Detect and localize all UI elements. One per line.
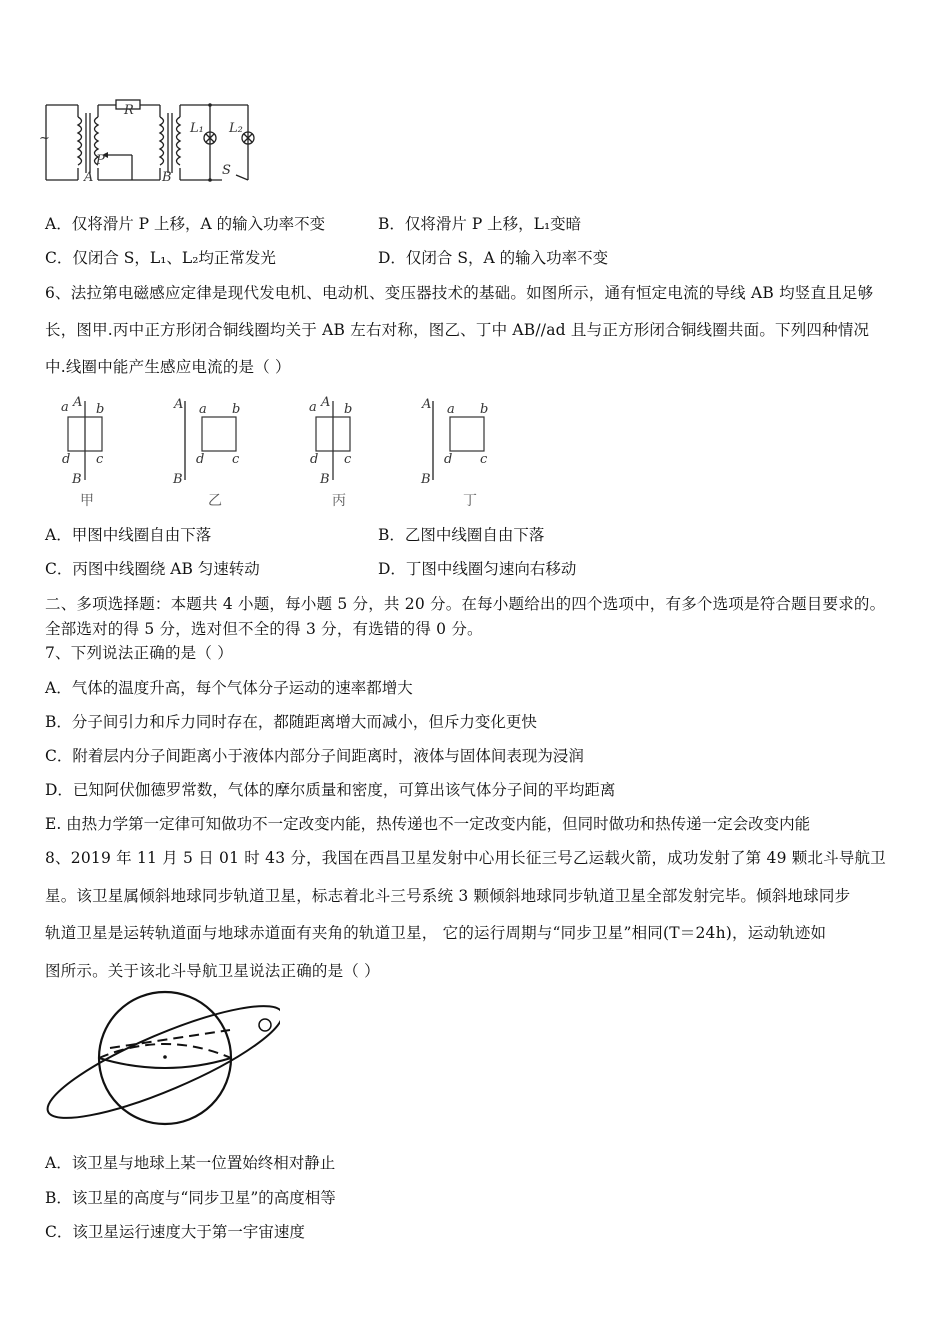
q8-stem-line-3: 轨道卫星是运转轨道面与地球赤道面有夹角的轨道卫星， 它的运行周期与“同步卫星”相同(T＝24h)，运动轨迹如 bbox=[45, 924, 827, 942]
q8-stem-line-4: 图所示。关于该北斗导航卫星说法正确的是（ ） bbox=[45, 962, 380, 980]
fig1-label-c: c bbox=[96, 452, 104, 467]
label-s: S bbox=[222, 163, 231, 178]
q7-stem: 7、下列说法正确的是（ ） bbox=[45, 644, 233, 662]
q6-option-d: D．丁图中线圈匀速向右移动 bbox=[378, 560, 577, 578]
q7-option-e: E. 由热力学第一定律可知做功不一定改变内能，热传递也不一定改变内能，但同时做功和热传递一定会改变内能 bbox=[45, 815, 811, 833]
fig1-label-B: B bbox=[72, 472, 82, 487]
fig1-caption: 甲 bbox=[80, 493, 94, 509]
q8-option-b: B．该卫星的高度与“同步卫星”的高度相等 bbox=[45, 1189, 336, 1207]
q6-option-b: B．乙图中线圈自由下落 bbox=[378, 526, 545, 544]
q5-option-d: D．仅闭合 S，A 的输入功率不变 bbox=[378, 249, 609, 267]
label-a: A bbox=[84, 170, 94, 185]
fig2-label-d: d bbox=[196, 452, 205, 467]
fig4-label-b: b bbox=[480, 402, 489, 417]
q7-option-a: A．气体的温度升高，每个气体分子运动的速率都增大 bbox=[45, 679, 413, 697]
q6-stem-line-3: 中.线圈中能产生感应电流的是（ ） bbox=[45, 358, 291, 376]
section2-heading-line-1: 二、多项选择题：本题共 4 小题，每小题 5 分，共 20 分。在每小题给出的四个选项中，有多个选项是符合题目要求的。 bbox=[45, 595, 886, 613]
fig3-label-B: B bbox=[320, 472, 330, 487]
fig2-label-b: b bbox=[232, 402, 241, 417]
fig3-caption: 丙 bbox=[332, 493, 346, 509]
fig3-label-d: d bbox=[310, 452, 319, 467]
q6-stem-line-1: 6、法拉第电磁感应定律是现代发电机、电动机、变压器技术的基础。如图所示，通有恒定电流的导线 AB 均竖直且足够 bbox=[45, 284, 874, 302]
q8-option-c: C．该卫星运行速度大于第一宇宙速度 bbox=[45, 1223, 305, 1241]
q8-stem-line-1: 8、2019 年 11 月 5 日 01 时 43 分，我国在西昌卫星发射中心用长征三号乙运载火箭，成功发射了第 49 颗北斗导航卫 bbox=[45, 849, 886, 867]
label-l2: L₂ bbox=[229, 121, 243, 136]
fig4-label-d: d bbox=[444, 452, 453, 467]
q5-option-a: A．仅将滑片 P 上移，A 的输入功率不变 bbox=[45, 215, 326, 233]
label-r: R bbox=[124, 103, 134, 118]
q6-option-a: A．甲图中线圈自由下落 bbox=[45, 526, 212, 544]
q5-option-b: B．仅将滑片 P 上移，L₁变暗 bbox=[378, 215, 582, 233]
fig1-label-d: d bbox=[62, 452, 71, 467]
fig2-caption: 乙 bbox=[208, 493, 222, 509]
fig2-label-c: c bbox=[232, 452, 240, 467]
fig4-label-A: A bbox=[422, 397, 432, 412]
q6-stem-line-2: 长，图甲.丙中正方形闭合铜线圈均关于 AB 左右对称，图乙、丁中 AB//ad 且与正方形闭合铜线圈共面。下列四种情况 bbox=[45, 321, 870, 339]
q5-option-c: C．仅闭合 S，L₁、L₂均正常发光 bbox=[45, 249, 276, 267]
q6-figure-bing bbox=[308, 395, 368, 490]
q7-option-c: C．附着层内分子间距离小于液体内部分子间距离时，液体与固体间表现为浸润 bbox=[45, 747, 584, 765]
fig3-label-a: a bbox=[309, 400, 317, 415]
fig1-label-b: b bbox=[96, 402, 105, 417]
earth-orbit-figure bbox=[40, 990, 280, 1130]
fig1-label-A: A bbox=[73, 395, 83, 410]
fig1-label-a: a bbox=[61, 400, 69, 415]
section2-heading-line-2: 全部选对的得 5 分，选对但不全的得 3 分，有选错的得 0 分。 bbox=[45, 620, 483, 638]
label-p: P bbox=[96, 153, 105, 168]
fig2-label-A: A bbox=[174, 397, 184, 412]
q7-option-b: B．分子间引力和斥力同时存在，都随距离增大而减小，但斥力变化更快 bbox=[45, 713, 537, 731]
q8-option-a: A．该卫星与地球上某一位置始终相对静止 bbox=[45, 1154, 336, 1172]
label-source: ~ bbox=[39, 131, 50, 146]
fig4-label-c: c bbox=[480, 452, 488, 467]
fig4-label-a: a bbox=[447, 402, 455, 417]
fig2-label-B: B bbox=[173, 472, 183, 487]
label-b: B bbox=[162, 170, 172, 185]
q6-option-c: C．丙图中线圈绕 AB 匀速转动 bbox=[45, 560, 260, 578]
fig3-label-c: c bbox=[344, 452, 352, 467]
fig2-label-a: a bbox=[199, 402, 207, 417]
q7-option-d: D．已知阿伏伽德罗常数，气体的摩尔质量和密度，可算出该气体分子间的平均距离 bbox=[45, 781, 616, 799]
fig4-label-B: B bbox=[421, 472, 431, 487]
q6-figure-jia bbox=[60, 395, 120, 490]
fig3-label-b: b bbox=[344, 402, 353, 417]
label-l1: L₁ bbox=[190, 121, 204, 136]
fig3-label-A: A bbox=[321, 395, 331, 410]
fig4-caption: 丁 bbox=[463, 493, 477, 509]
q8-stem-line-2: 星。该卫星属倾斜地球同步轨道卫星，标志着北斗三号系统 3 颗倾斜地球同步轨道卫星全部发射完毕。倾斜地球同步 bbox=[45, 887, 851, 905]
